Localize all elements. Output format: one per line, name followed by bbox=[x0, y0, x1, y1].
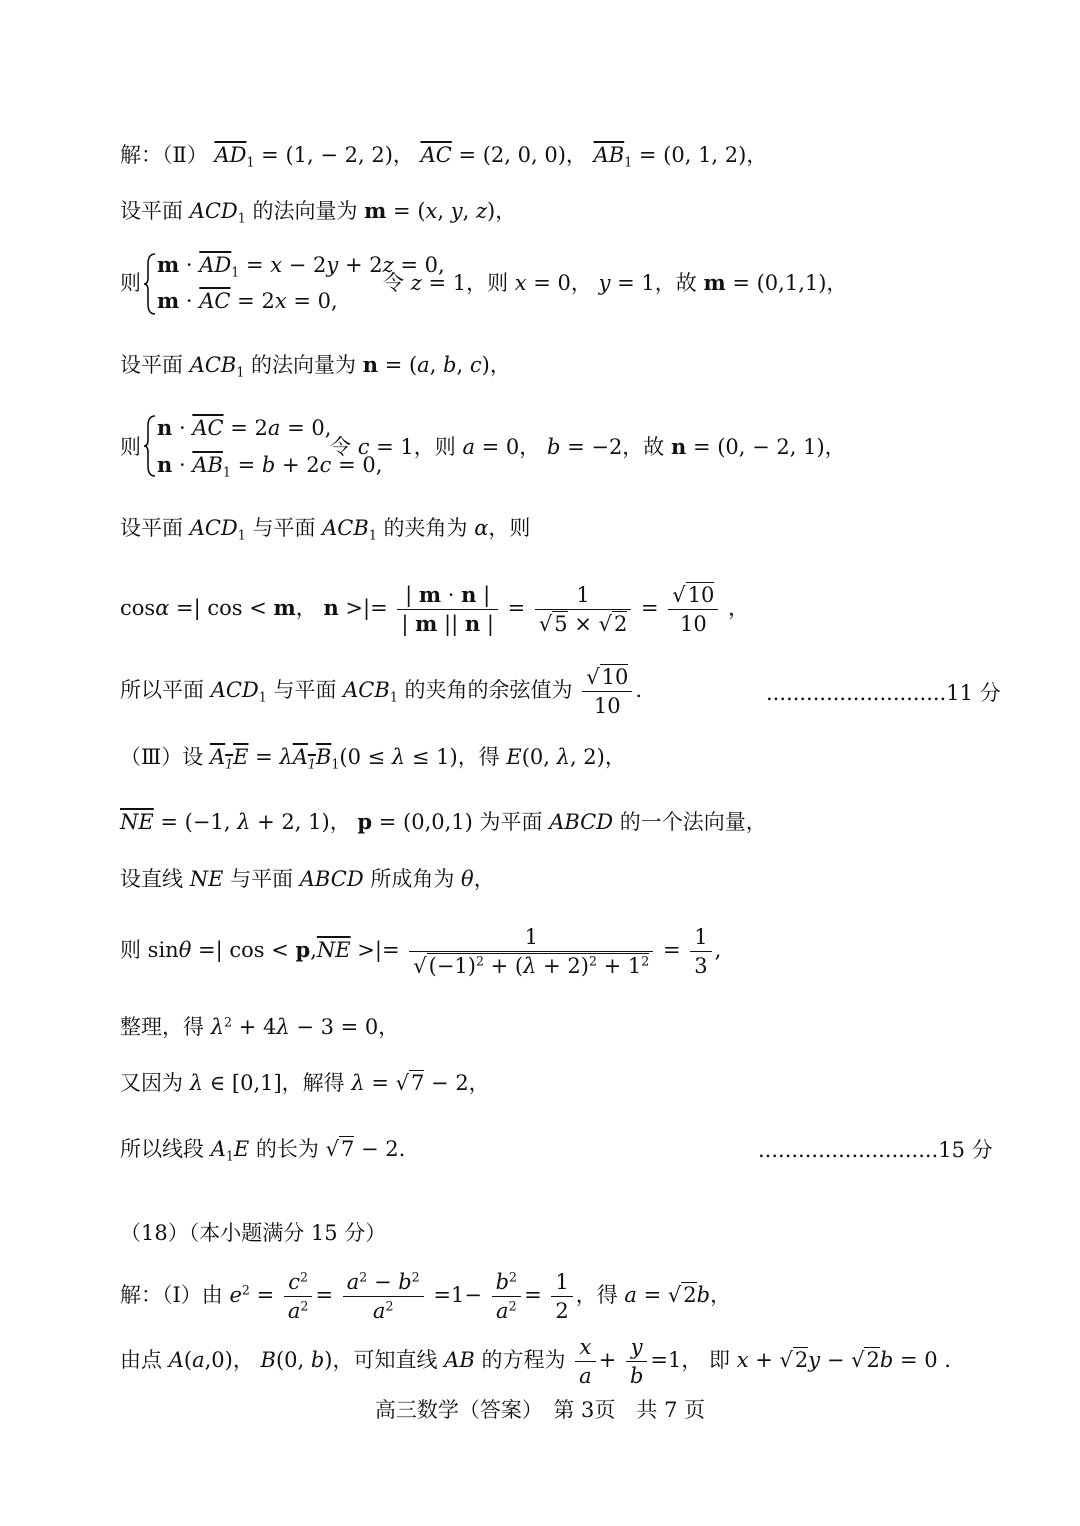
part2-conclusion: 所以平面 $ACD_1$ 与平面 $ACB_1$ 的夹角的余弦值为 $\frac{√10}{10}$ . bbox=[120, 665, 642, 718]
sin-formula: 则 sinθ =| $\cos < p,\overline{NE}$ >|= $\frac{1}{√(-1)^2 + (\lambda + 2)^2 + 1^2}$ = $\frac{1}{3}$ , bbox=[120, 925, 722, 978]
system1-solution: 令 z = 1，则 x = 0， y = 1，故 m = (0,1,1)， bbox=[383, 270, 848, 295]
part3-conclusion: 所以线段 $A_1E$ 的长为 √7 − 2. bbox=[120, 1137, 406, 1164]
q18-header: （18）（本小题满分 15 分） bbox=[120, 1221, 387, 1245]
score-11: ...........................11 分 bbox=[766, 681, 1001, 705]
system1-then-label: 则 bbox=[120, 271, 141, 295]
q18-solution1: 解：（Ⅰ）由 $e^2$ = $\frac{c^2}{a^2}$ = $\frac{a^2 - b^2}{a^2}$ =1− $\frac{b^2}{a^2}$ = $\frac{1}{2}$ ，得 a = √2b， bbox=[120, 1269, 732, 1323]
brace-icon bbox=[143, 252, 157, 316]
normal-m-definition: 设平面 $ACD_1$ 的法向量为 m = (x, y, z)， bbox=[120, 198, 517, 226]
system2-eq2: $n \cdot \overline{AB}_1 = b + 2c = 0$, bbox=[157, 452, 383, 480]
normal-n-definition: 设平面 $ACB_1$ 的法向量为 n = (a, b, c)， bbox=[120, 352, 511, 380]
system2-then-label: 则 bbox=[120, 435, 141, 459]
system1-eq2: $m \cdot \overline{AC} = 2x = 0$, bbox=[157, 288, 338, 313]
q18-sol1-prefix: 解：（Ⅰ）由 bbox=[120, 1283, 223, 1307]
part3-setup: （Ⅲ）设 $A_1E = \lambda A_1B_1(0 \le \lambda \le 1)$，得 E(0, λ, 2)， bbox=[120, 745, 626, 772]
theta-definition: 设直线 NE 与平面 ABCD 所成角为 θ， bbox=[120, 867, 495, 891]
part2-vectors-line: 解：（Ⅱ） $\overline{AD}_1 = (1$, − 2, 2)， $\overline{AC} = (2$, 0, 0)， $\overline{AB}_1 = (0$, 1, 2)， bbox=[120, 143, 768, 170]
solve-line: 又因为 λ ∈ [0,1]，解得 λ = √7 − 2， bbox=[120, 1071, 490, 1095]
page-footer: 高三数学（答案） 第 3页 共 7 页 bbox=[374, 1398, 706, 1422]
ne-vector-line: $\overline{NE} = (-1$, λ + 2, 1)， p = (0,0,1) 为平面 ABCD 的一个法向量， bbox=[120, 809, 767, 834]
angle-definition: 设平面 $ACD_1$ 与平面 $ACB_1$ 的夹角为 α，则 bbox=[120, 516, 531, 543]
q18-line-ab: 由点 A(a,0)， B(0, b)，可知直线 AB 的方程为 $\frac{x}{a}$ + $\frac{y}{b}$ =1， 即 x + √2y − √2b = 0 . bbox=[120, 1335, 951, 1388]
brace-icon bbox=[143, 414, 157, 478]
system2-eq1: $n \cdot \overline{AC} = 2a = 0$, bbox=[157, 415, 332, 440]
part2-intro: 解：（Ⅱ） bbox=[120, 143, 208, 167]
score-15: ...........................15 分 bbox=[758, 1138, 993, 1162]
system2-solution: 令 c = 1，则 a = 0， b = −2，故 n = (0, − 2, 1)， bbox=[330, 434, 846, 459]
cos-formula: cosα =| cos < m， n >|= $\frac{| m \cdot n |}{| m || n |}$ = $\frac{1}{√5 \times √2}$ = $\frac{√10}{10}$ ， bbox=[120, 582, 750, 636]
system1-eq1: $m \cdot \overline{AD}_1 = x - 2y + 2z = 0$, bbox=[157, 252, 445, 280]
simplify-line: 整理，得 $\lambda^2 + 4\lambda - 3 = 0$， bbox=[120, 1014, 400, 1039]
